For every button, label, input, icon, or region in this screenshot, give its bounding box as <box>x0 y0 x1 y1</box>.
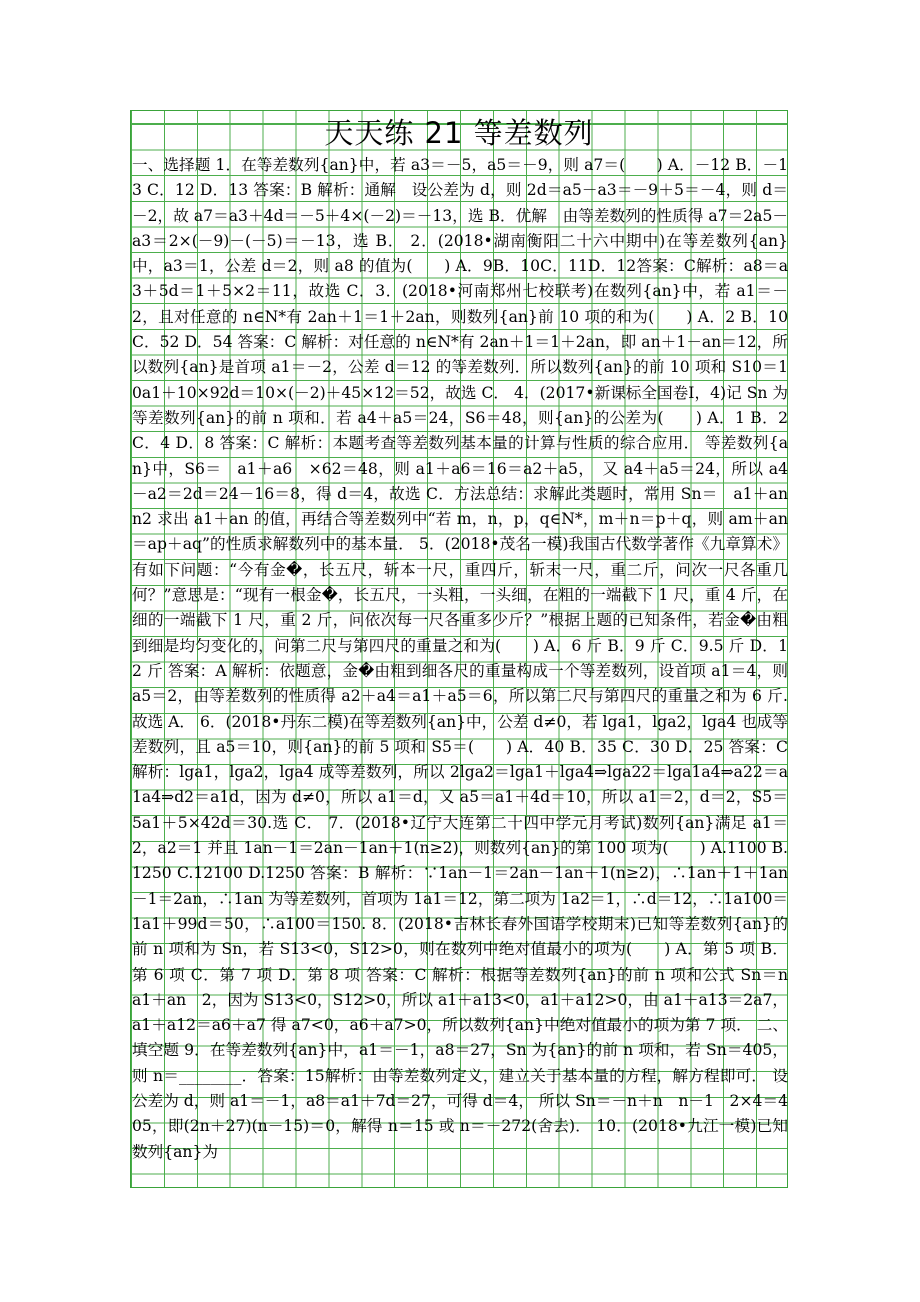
exercise-body-text: 一、选择题 1．在等差数列{an}中，若 a3＝－5，a5＝－9，则 a7＝( ) A．－12 B．－13 C．12 D．13 答案：B 解析：通解 设公差为 d，则 2d＝a5－a3＝－9＋5＝－4，则 d＝－2，故 a7＝a3＋4d＝－5＋4×(－2)＝－13，选 B．优解 由等差数列的性质得 a7＝2a5－a3＝2×(－9)－(－5)＝－13，选 B． 2．(2018•湖南衡阳二十六中期中)在等差数列{an}中，a3＝1，公差 d＝2，则 a8 的值为( ) A．9B．10C．11D．12答案：C解析：a8＝a3＋5d＝1＋5×2＝11，故选 C．3．(2018•河南郑州七校联考)在数列{an}中，若 a1＝－2，且对任意的 n∈N*有 2an＋1＝1＋2an，则数列{an}前 10 项的和为( ) A．2 B．10 C．52 D．54 答案：C 解析：对任意的 n∈N*有 2an＋1＝1＋2an，即 an＋1－an＝12，所以数列{an}是首项 a1＝－2，公差 d＝12 的等差数列．所以数列{an}的前 10 项和 S10＝10a1＋10×92d＝10×(－2)＋45×12＝52，故选 C． 4．(2017•新课标全国卷Ⅰ，4)记 Sn 为等差数列{an}的前 n 项和．若 a4＋a5＝24，S6＝48，则{an}的公差为( ) A．1 B．2 C．4 D．8 答案：C 解析：本题考查等差数列基本量的计算与性质的综合应用． 等差数列{an}中，S6＝ a1＋a6 ×62＝48，则 a1＋a6＝16＝a2＋a5， 又 a4＋a5＝24，所以 a4－a2＝2d＝24－16＝8，得 d＝4，故选 C．方法总结：求解此类题时，常用 Sn＝ a1＋an n2 求出 a1＋an 的值，再结合等差数列中“若 m，n，p，q∈N*，m＋n＝p＋q，则 am＋an＝ap＋aq”的性质求解数列中的基本量． 5．(2018•茂名一模)我国古代数学著作《九章算术》有如下问题：“今有金�，长五尺，斩本一尺，重四斤，斩末一尺，重二斤，问次一尺各重几何？”意思是：“现有一根金�，长五尺，一头粗，一头细，在粗的一端截下 1 尺，重 4 斤，在细的一端截下 1 尺，重 2 斤，问依次每一尺各重多少斤？”根据上题的已知条件，若金�由粗到细是均匀变化的，问第二尺与第四尺的重量之和为( ) A．6 斤 B．9 斤 C．9.5 斤 D．12 斤 答案：A 解析：依题意，金�由粗到细各尺的重量构成一个等差数列，设首项 a1＝4，则 a5＝2，由等差数列的性质得 a2＋a4＝a1＋a5＝6，所以第二尺与第四尺的重量之和为 6 斤.故选 A． 6．(2018•丹东二模)在等差数列{an}中，公差 d≠0，若 lga1，lga2，lga4 也成等差数列，且 a5＝10，则{an}的前 5 项和 S5＝( ) A．40 B．35 C．30 D．25 答案：C 解析：lga1，lga2，lga4 成等差数列，所以 2lga2＝lga1＋lga4⇒lga22＝lga1a4⇒a22＝a1a4⇒d2＝a1d，因为 d≠0，所以 a1＝d，又 a5＝a1＋4d＝10，所以 a1＝2，d＝2，S5＝5a1＋5×42d＝30.选 C． 7．(2018•辽宁大连第二十四中学元月考试)数列{an}满足 a1＝2，a2＝1 并且 1an－1＝2an－1an＋1(n≥2)，则数列{an}的第 100 项为( ) A.1100 B.1250 C.12100 D.1250 答案：B 解析：∵1an－1＝2an－1an＋1(n≥2)，∴1an＋1＋1an－1＝2an，∴1an 为等差数列，首项为 1a1＝12，第二项为 1a2＝1，∴d＝12，∴1a100＝1a1＋99d＝50，∴a100＝150. 8．(2018•吉林长春外国语学校期末)已知等差数列{an}的前 n 项和为 Sn，若 S13<0，S12>0，则在数列中绝对值最小的项为( ) A．第 5 项 B．第 6 项 C．第 7 项 D．第 8 项 答案：C 解析：根据等差数列{an}的前 n 项和公式 Sn＝n a1＋an 2，因为 S13<0，S12>0，所以 a1＋a13<0，a1＋a12>0，由 a1＋a13＝2a7，a1＋a12＝a6＋a7 得 a7<0，a6＋a7>0，所以数列{an}中绝对值最小的项为第 7 项． 二、填空题 9．在等差数列{an}中，a1＝－1，a8＝27，Sn 为{an}的前 n 项和，若 Sn＝405，则 n＝________．答案：15解析：由等差数列定义，建立关于基本量的方程，解方程即可． 设公差为 d，则 a1＝－1，a8＝a1＋7d＝27，可得 d＝4， 所以 Sn＝－n＋n n－1 2×4＝405，即(2n＋27)(n－15)＝0，解得 n＝15 或 n＝－272(舍去)． 10．(2018•九江一模)已知数列{an}为 <box>132 156 804 1161</box>
page-title: 天天练 21 等差数列 <box>324 116 594 150</box>
